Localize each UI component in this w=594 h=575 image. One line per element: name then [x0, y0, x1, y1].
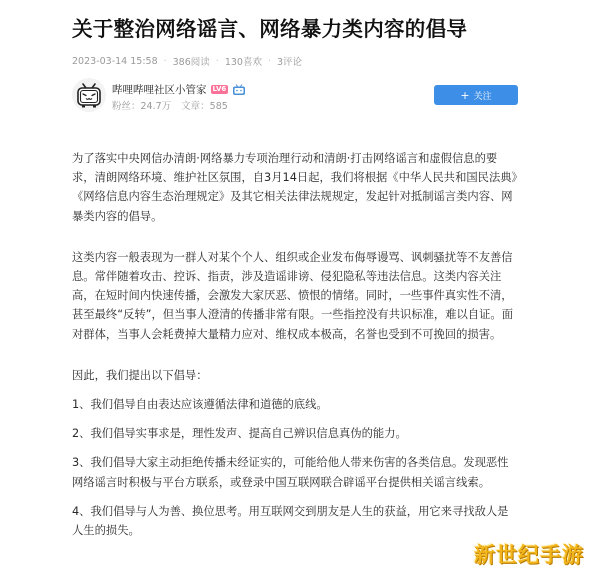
- paragraph: 3、我们倡导大家主动拒绝传播未经证实的，可能给他人带来伤害的各类信息。发现恶性网络谣言时积极与平台方联系，或登录中国互联网联合辟谣平台提供相关谣言线索。: [72, 456, 509, 489]
- article-meta: [72, 54, 302, 68]
- avatar[interactable]: [72, 78, 106, 112]
- meta-separator: ·: [215, 55, 219, 67]
- author-stats: [112, 98, 228, 112]
- author-name-row: [112, 82, 246, 97]
- follow-label: 关注: [473, 91, 492, 102]
- like-count: 130喜欢: [224, 57, 262, 68]
- tv-mascot-icon: [72, 78, 106, 112]
- view-count: 386阅读: [172, 57, 210, 68]
- paragraph: 这类内容一般表现为一群人对某个个人、组织或企业发布侮辱谩骂、讽刺骚扰等不友善信息。常伴随着攻击、控诉、指责，涉及造谣诽谤、侵犯隐私等违法信息。这类内容关注高，在短时间内快速传播，会激发大家厌恶、愤恨的情绪。同时，一些事件真实性不清，甚至最终“反转”，但当事人澄清的传播非常有限。一些指控没有共识标准，难以自证。面对群体，当事人会耗费掉大量精力应对、维权成本极高，名誉也受到不可挽回的损害。: [72, 250, 513, 341]
- author-name[interactable]: 哔哩哔哩社区小管家: [112, 84, 207, 96]
- article-count: 文章：585: [181, 101, 228, 112]
- paragraph: 2、我们倡导实事求是，理性发声、提高自己辨识信息真伪的能力。: [72, 427, 407, 441]
- meta-separator: ·: [267, 55, 271, 67]
- bilibili-badge-icon: [232, 84, 246, 96]
- paragraph: 因此，我们提出以下倡导：: [72, 368, 208, 382]
- paragraph: 为了落实中央网信办清朗·网络暴力专项治理行动和清朗·打击网络谣言和虚假信息的要求，清朗网络环境、维护社区氛围，自3月14日起，我们将根据《中华人民共和国民法典》《网络信息内容生态治理规定》及其它相关法律法规规定，发起针对抵制谣言类内容、网暴类内容的倡导。: [72, 152, 518, 223]
- article-body: [72, 149, 518, 550]
- paragraph: 4、我们倡导与人为善、换位思考。用互联网交到朋友是人生的获益，用它来寻找敌人是人生的损失。: [72, 504, 509, 538]
- level-badge: LV6: [212, 85, 227, 93]
- article-title: 关于整治网络谣言、网络暴力类内容的倡导: [72, 17, 468, 41]
- publish-date: 2023-03-14 15:58: [72, 55, 158, 67]
- site-watermark: 新世纪手游: [474, 543, 584, 567]
- plus-icon: +: [460, 88, 470, 102]
- meta-separator: ·: [163, 55, 167, 67]
- follower-count: 粉丝：24.7万: [112, 101, 172, 112]
- comment-count[interactable]: 3评论: [276, 57, 303, 68]
- follow-button[interactable]: [434, 85, 518, 105]
- paragraph: 1、我们倡导自由表达应该遵循法律和道德的底线。: [72, 398, 328, 412]
- author-card: [72, 78, 524, 114]
